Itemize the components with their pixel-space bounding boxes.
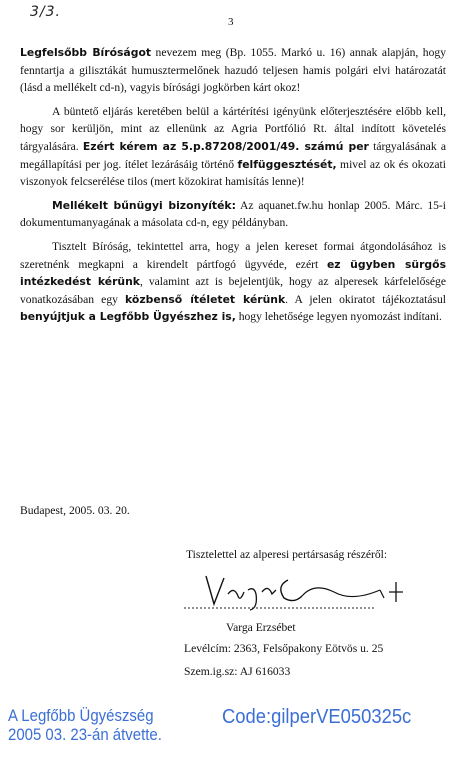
signer-name: Varga Erzsébet [226, 621, 296, 634]
paragraph-4 [20, 238, 446, 326]
paragraph-4-text-b: , valamint azt is bejelentjük, hogy az alperesek kárfelelősége vonatkozásában egy [20, 275, 446, 306]
date-line: Budapest, 2005. 03. 20. [20, 504, 130, 517]
court-name: Legfelsőbb Bíróságot [20, 46, 152, 59]
evidence-heading: Mellékelt bűnügyi bizonyíték: [52, 198, 236, 212]
paragraph-3-text: Az aquanet.fw.hu honlap 2005. Márc. 15-i dokumentumanyagának a másolata cd-n, egy példányban. [20, 198, 446, 230]
page-number: 3 [228, 16, 234, 28]
paragraph-2-bold-b: felfüggesztését, [237, 157, 337, 171]
paragraph-4-bold-b: közbenső ítéletet kérünk [125, 292, 286, 306]
receipt-stamp [8, 706, 162, 744]
paragraph-2-text-a: A büntető eljárás keretében belül a kártérítési igényünk előterjesztésére előbb kell, hogy sor kerüljön, mint az ellenünk az Agria Portfólió Rt. által indított követelés tárgyalására. [20, 104, 446, 153]
handwritten-signature [184, 568, 414, 614]
paragraph-4-text-d: hogy lehetősége legyen nyomozást indítani. [235, 310, 442, 324]
paragraph-2 [20, 103, 446, 191]
paragraph-4-bold-c: benyújtjuk a Legfőbb Ügyészhez is, [20, 310, 236, 324]
paragraph-1 [20, 44, 446, 97]
signer-id-number: Szem.ig.sz: AJ 616033 [184, 665, 291, 678]
handwritten-page-mark: 3/3. [30, 4, 61, 20]
letter-body [20, 44, 446, 332]
paragraph-2-text-b: tárgyalásának a megállapítási per jog. ítélet lezárásáig történő [20, 139, 446, 171]
paragraph-4-text-a: Tisztelt Bíróság, tekintettel arra, hogy a jelen kereset formai átgondolásához is szeretnénk megkapni a kirendelt pártfogó ügyvéde, ezért [20, 239, 446, 271]
paragraph-4-text-c: . A jelen okiratot tájékoztatásul [285, 292, 446, 306]
document-code: Code:gilperVE050325c [222, 706, 412, 728]
paragraph-4-bold-a: ez ügyben sürgős intézkedést kérünk [20, 257, 447, 289]
receipt-stamp-line-2: 2005 03. 23-án átvette. [8, 725, 162, 744]
paragraph-2-bold-a: Ezért kérem az 5.p.87208/2001/49. számú per [82, 139, 369, 153]
paragraph-2-text-c: mivel az ok és okozati viszonyok felcserélése tilos (mert közokirat hamisítás lenne)! [20, 157, 446, 189]
paragraph-1-text: nevezem meg (Bp. 1055. Markó u. 16) annak alapján, hogy fenntartja a gilisztákát humusztermelőnek hazudó teljesen hamis polgári elvi határozatát (lásd a mellékelt cd-n), vagyis bírósági jogkörben kárt okoz! [20, 46, 446, 95]
receipt-stamp-line-1: A Legfőbb Ügyészség [8, 706, 154, 725]
signer-address: Levélcím: 2363, Felsőpakony Eötvös u. 25 [184, 642, 384, 655]
paragraph-3 [20, 197, 446, 232]
closing-greeting: Tisztelettel az alperesi pertársaság részéről: [186, 548, 388, 561]
